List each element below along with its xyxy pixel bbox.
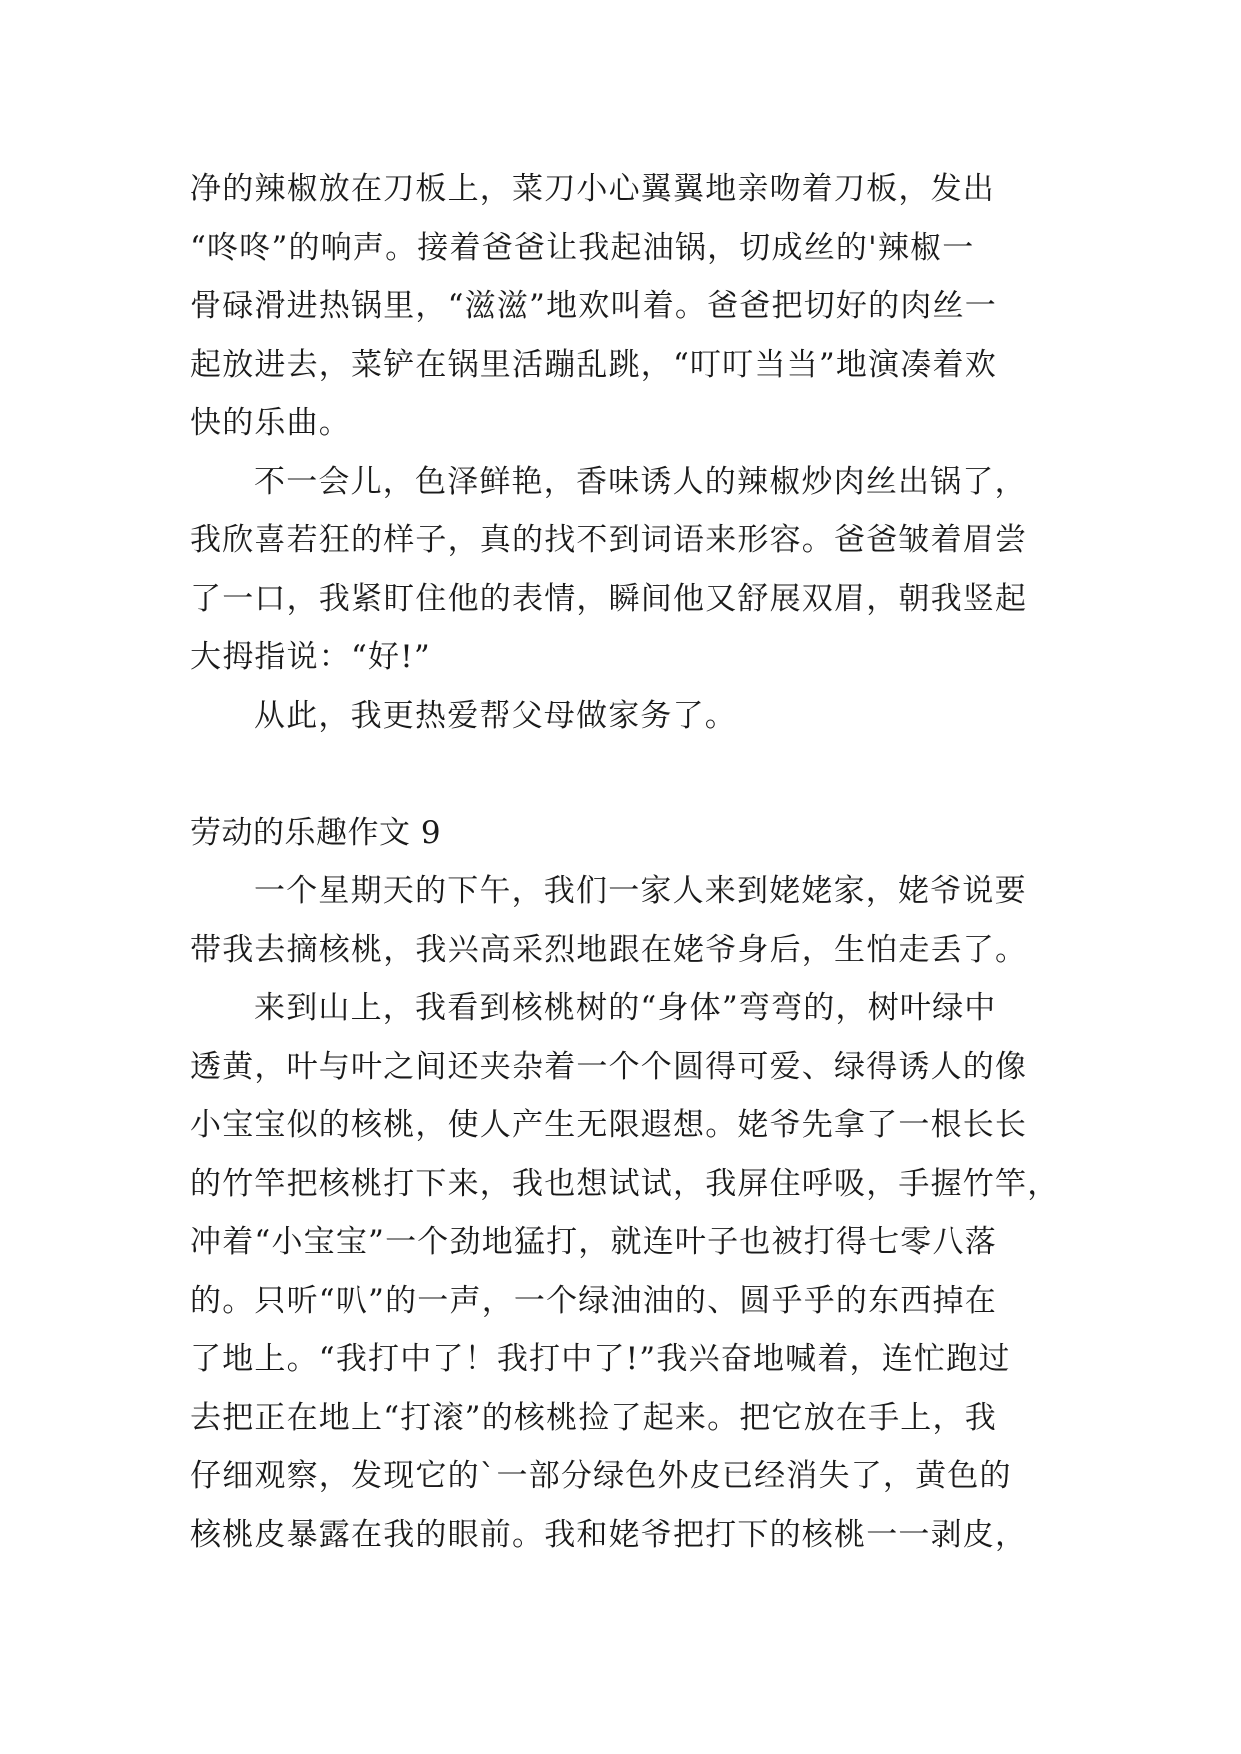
text-line: 仔细观察，发现它的`一部分绿色外皮已经消失了，黄色的 — [190, 1458, 1012, 1494]
text-line: 核桃皮暴露在我的眼前。我和姥爷把打下的核桃一一剥皮， — [190, 1516, 1028, 1553]
text-line: 我欣喜若狂的样子，真的找不到词语来形容。爸爸皱着眉尝 — [190, 522, 1028, 558]
text-line: 快的乐曲。 — [190, 405, 351, 441]
text-line: 了一口，我紧盯住他的表情，瞬间他又舒展双眉，朝我竖起 — [190, 580, 1028, 617]
text-line: 一个星期天的下午，我们一家人来到姥姥家，姥爷说要 — [254, 873, 1027, 909]
text-line: 带我去摘核桃，我兴高采烈地跟在姥爷身后，生怕走丢了。 — [190, 931, 1028, 968]
text-line: 从此，我更热爱帮父母做家务了。 — [254, 697, 737, 734]
paragraph-dish-done — [190, 453, 1070, 687]
essay-section — [190, 804, 1070, 1565]
text-line: 净的辣椒放在刀板上，菜刀小心翼翼地亲吻着刀板，发出 — [190, 171, 995, 207]
text-line: 透黄，叶与叶之间还夹杂着一个个圆得可爱、绿得诱人的像 — [190, 1048, 1028, 1085]
text-line: 冲着“小宝宝”一个劲地猛打，就连叶子也被打得七零八落 — [190, 1224, 997, 1260]
paragraph-walnut-picking — [190, 979, 1070, 1564]
text-line: 的竹竿把核桃打下来，我也想试试，我屏住呼吸，手握竹竿， — [190, 1165, 1060, 1202]
text-line: 大拇指说：“好!” — [190, 639, 431, 675]
text-line: 了地上。“我打中了！我打中了!”我兴奋地喊着，连忙跑过 — [190, 1341, 1011, 1377]
text-line: 去把正在地上“打滚”的核桃捡了起来。把它放在手上，我 — [190, 1399, 997, 1436]
paragraph-conclusion — [190, 687, 1070, 746]
text-line: 骨碌滑进热锅里，“滋滋”地欢叫着。爸爸把切好的肉丝一 — [190, 288, 997, 324]
text-line: 的。只听“叭”的一声，一个绿油油的、圆乎乎的东西掉在 — [190, 1282, 997, 1319]
paragraph-walnut-intro — [190, 862, 1070, 979]
text-line: 来到山上，我看到核桃树的“身体”弯弯的，树叶绿中 — [254, 990, 997, 1026]
text-line: 小宝宝似的核桃，使人产生无限遐想。姥爷先拿了一根长长 — [190, 1107, 1028, 1143]
blank-line — [190, 745, 1070, 804]
text-line: 起放进去，菜铲在锅里活蹦乱跳，“叮叮当当”地演凑着欢 — [190, 346, 997, 383]
document-body — [190, 160, 1070, 1564]
text-line: 不一会儿，色泽鲜艳，香味诱人的辣椒炒肉丝出锅了， — [254, 463, 1027, 500]
text-line: “咚咚”的响声。接着爸爸让我起油锅，切成丝的'辣椒一 — [190, 229, 975, 266]
paragraph-cooking-continued — [190, 160, 1070, 453]
essay-title: 劳动的乐趣作文 9 — [190, 814, 442, 851]
